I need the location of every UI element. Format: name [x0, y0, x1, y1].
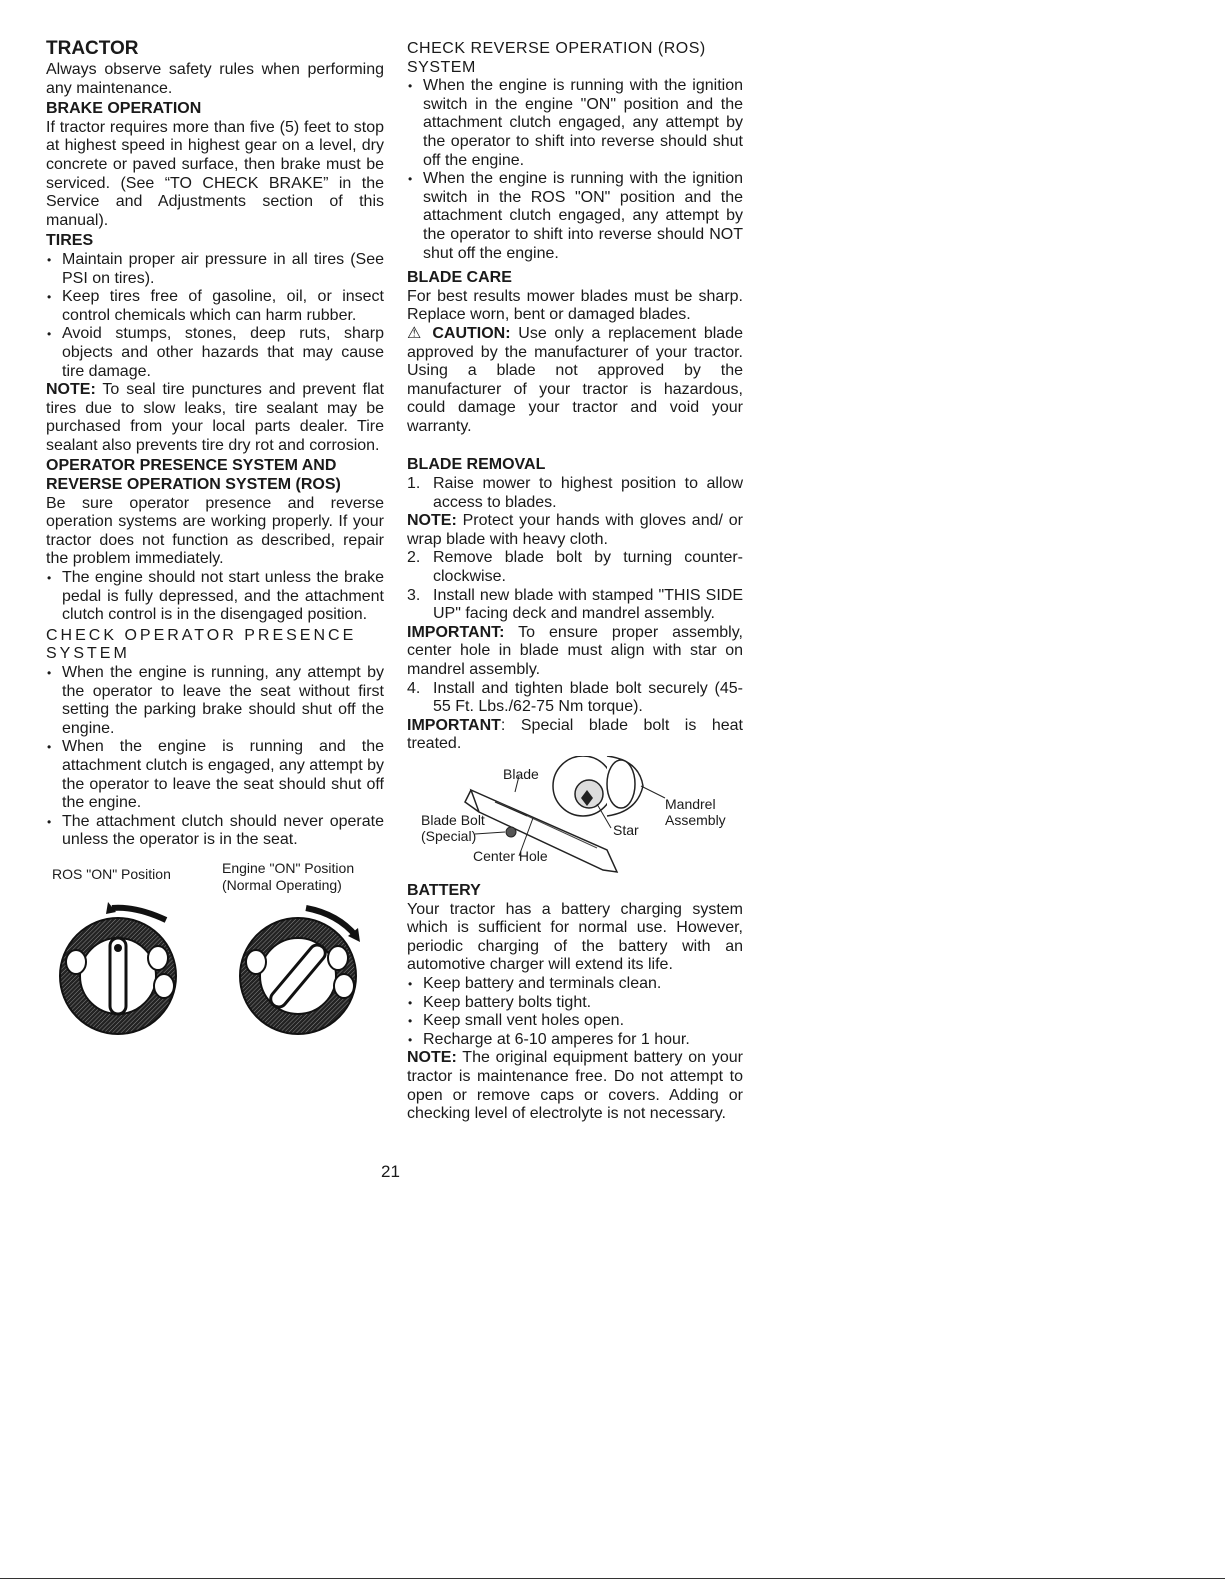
- blade-care-text: For best results mower blades must be sharp. Replace worn, bent or damaged blades.: [407, 287, 743, 324]
- list-item: • Avoid stumps, stones, deep ruts, sharp objects and other hazards that may cause tire damage.: [46, 325, 384, 381]
- blade-care-heading: BLADE CARE: [407, 269, 512, 287]
- list-item: 2. Remove blade bolt by turning counter-clockwise.: [407, 549, 743, 586]
- list-item: • Keep small vent holes open.: [407, 1012, 743, 1031]
- battery-note: NOTE: The original equipment battery on your tractor is maintenance free. Do not attempt to open or remove caps or covers. Adding or checking level of electrolyte is not necessary.: [407, 1049, 744, 1123]
- brake-heading: BRAKE OPERATION: [46, 100, 202, 118]
- star-label: Star: [613, 821, 639, 838]
- caution-text: Use only a replacement blade approved by the manufacturer of your tractor. Using a blade not approved by the manufacturer of your tractor is hazardous, could damage your tractor and void your warranty.: [407, 324, 743, 435]
- left-column: [46, 38, 384, 1035]
- ros-position-label: ROS "ON" Position: [52, 865, 171, 882]
- list-item: • When the engine is running and the attachment clutch is engaged, any attempt by the operator to leave the seat should shut off the engine.: [46, 738, 384, 812]
- blade-removal-important-1: IMPORTANT: To ensure proper assembly, center hole in blade must align with star on mandrel assembly.: [407, 623, 743, 678]
- blade-bolt-label: Blade Bolt (Special): [421, 811, 485, 844]
- battery-list: [407, 975, 743, 1049]
- page-bottom-border: [0, 1578, 1225, 1579]
- page-number: 21: [381, 1162, 400, 1181]
- ignition-switch-figure: [46, 860, 384, 1035]
- blade-removal-steps-1: [407, 475, 743, 512]
- blade-removal-steps-3: [407, 680, 743, 717]
- check-ros-list: [407, 77, 743, 263]
- list-item: • Keep battery and terminals clean.: [407, 975, 743, 994]
- tractor-heading: TRACTOR: [46, 38, 139, 59]
- ops-list: [46, 569, 384, 625]
- note-text: To seal tire punctures and prevent flat tires due to slow leaks, tire sealant may be purchased from your local parts dealer. Tire sealant also prevents tire dry rot and corrosion.: [46, 381, 384, 454]
- ros-ignition-switch-icon: [54, 900, 189, 1035]
- caution-label: CAUTION:: [432, 324, 511, 342]
- tractor-intro: Always observe safety rules when performing any maintenance.: [46, 61, 384, 97]
- mandrel-assembly-label: Mandrel Assembly: [665, 795, 726, 828]
- blade-removal-steps-2: [407, 549, 743, 623]
- tires-list: [46, 251, 384, 381]
- right-column: [407, 38, 743, 1124]
- list-item: • When the engine is running, any attempt by the operator to leave the seat without first setting the parking brake should shut off the engine.: [46, 664, 384, 738]
- ops-heading: OPERATOR PRESENCE SYSTEM AND REVERSE OPERATION SYSTEM (ROS): [46, 457, 341, 494]
- blade-removal-heading: BLADE REMOVAL: [407, 456, 546, 474]
- check-ros-heading: CHECK REVERSE OPERATION (ROS) SYSTEM: [407, 40, 706, 76]
- list-item: • Maintain proper air pressure in all tires (See PSI on tires).: [46, 251, 384, 288]
- ops-text: Be sure operator presence and reverse operation systems are working properly. If your tractor does not function as described, repair the problem immediately.: [46, 494, 384, 568]
- list-item: • The attachment clutch should never operate unless the operator is in the seat.: [46, 813, 384, 850]
- engine-position-label: Engine "ON" Position (Normal Operating): [222, 859, 355, 893]
- battery-heading: BATTERY: [407, 881, 481, 899]
- blade-removal-note: NOTE: Protect your hands with gloves and/ or wrap blade with heavy cloth.: [407, 512, 743, 548]
- list-item: • The engine should not start unless the brake pedal is fully depressed, and the attachment clutch control is in the disengaged position.: [46, 569, 384, 625]
- list-item: • Keep battery bolts tight.: [407, 994, 743, 1013]
- note-label: NOTE:: [46, 381, 96, 399]
- blade-label: Blade: [503, 765, 539, 782]
- check-ops-heading: CHECK OPERATOR PRESENCE SYSTEM: [46, 626, 357, 663]
- brake-text: If tractor requires more than five (5) feet to stop at highest speed in highest gear on a level, dry concrete or paved surface, then brake must be serviced. (See “TO CHECK BRAKE” in the Service and Adjustments section of this manual).: [46, 118, 384, 229]
- list-item: 1. Raise mower to highest position to allow access to blades.: [407, 475, 743, 511]
- tires-note: [46, 381, 384, 455]
- blade-diagram: [407, 756, 743, 878]
- list-item: 3. Install new blade with stamped "THIS SIDE UP" facing deck and mandrel assembly.: [407, 586, 743, 623]
- list-item: • Recharge at 6-10 amperes for 1 hour.: [407, 1031, 743, 1050]
- caution-icon: ⚠: [407, 324, 425, 342]
- battery-text: Your tractor has a battery charging system which is sufficient for normal use. However, periodic charging of the battery with an automotive charger will extend its life.: [407, 900, 743, 974]
- center-hole-label: Center Hole: [473, 847, 548, 864]
- check-ops-list: [46, 664, 384, 850]
- engine-ignition-switch-icon: [234, 900, 369, 1035]
- list-item: 4. Install and tighten blade bolt securely (45-55 Ft. Lbs./62-75 Nm torque).: [407, 679, 743, 716]
- list-item: • When the engine is running with the ignition switch in the ROS "ON" position and the attachment clutch engaged, any attempt by the operator to shift into reverse should NOT shut off the engine.: [407, 170, 743, 263]
- list-item: • When the engine is running with the ignition switch in the engine "ON" position and the attachment clutch engaged, any attempt by the operator to shift into reverse should shut off the engine.: [407, 77, 743, 170]
- blade-removal-important-2: IMPORTANT: Special blade bolt is heat treated.: [407, 716, 743, 753]
- blade-care-caution: [407, 325, 743, 437]
- tires-heading: TIRES: [46, 232, 94, 250]
- list-item: • Keep tires free of gasoline, oil, or insect control chemicals which can harm rubber.: [46, 288, 384, 325]
